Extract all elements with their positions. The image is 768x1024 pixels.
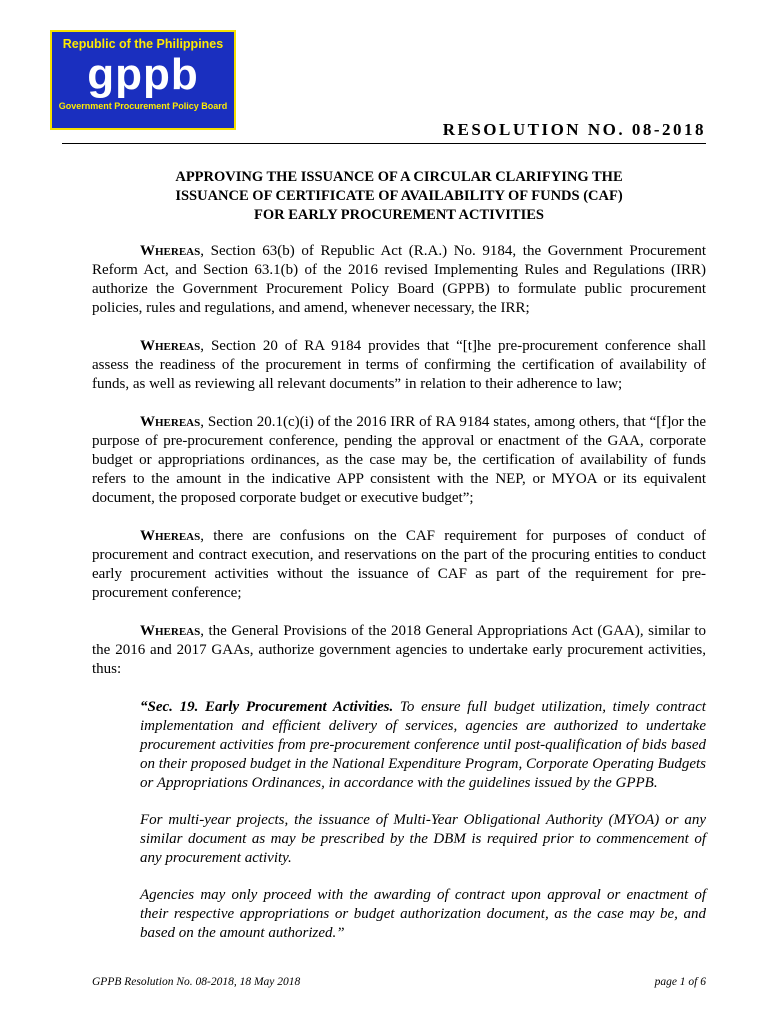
gaa-quote xyxy=(140,698,706,943)
quote-paragraph: Agencies may only proceed with the awarding of contract upon approval or enactment of their respective appropriations or budget authorization document, as the case may be, and based on the amount authorized.” xyxy=(140,887,706,941)
whereas-paragraph xyxy=(92,622,706,679)
paragraph-text: , Section 20 of RA 9184 provides that “[t]he pre-procurement conference shall assess the readiness of the procurement in terms of confirming the certification of availability of funds, as well as reviewing all relevant documents” in relation to their adherence to law; xyxy=(92,338,706,392)
gppb-logo xyxy=(50,30,236,130)
resolution-number: RESOLUTION NO. 08-2018 xyxy=(442,120,706,139)
quote-paragraph: For multi-year projects, the issuance of Multi-Year Obligational Authority (MYOA) or any similar document as may be prescribed by the DBM is required prior to commencement of any procurement activity. xyxy=(140,812,706,866)
page-number: page 1 of 6 xyxy=(654,976,706,988)
paragraph-text: , Section 20.1(c)(i) of the 2016 IRR of RA 9184 states, among others, that “[f]or the purpose of pre-procurement conference, pending the approval or enactment of the GAA, corporate budget or appropriations ordinances, as the case may be, the certification of availability of funds refers to the amount in the indicative APP consistent with the NEP, or MYOA or its equivalent document, the proposed corporate budget or executive budget”; xyxy=(92,414,706,506)
paragraph-text: , there are confusions on the CAF requirement for purposes of conduct of procurement and contract execution, and reservations on the part of the procuring entities to conduct early procurement activities without the issuance of CAF as part of the requirement for pre-procurement conference; xyxy=(92,528,706,601)
paragraph-text: , Section 63(b) of Republic Act (R.A.) No. 9184, the Government Procurement Reform Act, and Section 63.1(b) of the 2016 revised Implementing Rules and Regulations (IRR) authorize the Government Procurement Policy Board (GPPB) to formulate public procurement policies, rules and regulations, and amend, whenever necessary, the IRR; xyxy=(92,243,706,316)
document-body xyxy=(92,168,706,962)
whereas-label: Whereas xyxy=(140,528,201,544)
document-title xyxy=(92,168,706,225)
paragraph-text: , the General Provisions of the 2018 General Appropriations Act (GAA), similar to the 2016 and 2017 GAAs, authorize government agencies to undertake early procurement activities, thus: xyxy=(92,623,706,677)
logo-main-text: gppb xyxy=(87,50,199,99)
title-line-3: FOR EARLY PROCUREMENT ACTIVITIES xyxy=(254,207,544,223)
whereas-label: Whereas xyxy=(140,243,201,259)
quote-section-heading: “Sec. 19. Early Procurement Activities. xyxy=(140,699,394,715)
whereas-label: Whereas xyxy=(140,414,201,430)
whereas-label: Whereas xyxy=(140,623,201,639)
whereas-paragraph xyxy=(92,337,706,394)
header-rule xyxy=(62,143,706,144)
title-line-1: APPROVING THE ISSUANCE OF A CIRCULAR CLARIFYING THE xyxy=(175,169,623,185)
page-footer xyxy=(92,976,706,988)
quote-text: To ensure full budget utilization, timely contract implementation and efficient delivery of services, agencies are authorized to undertake procurement activities from pre-procurement conference until post-qualification of bids based on their proposed budget in the National Expenditure Program, Corporate Operating Budgets or Appropriations Ordinances, in accordance with the guidelines issued by the GPPB. xyxy=(140,699,706,791)
title-line-2: ISSUANCE OF CERTIFICATE OF AVAILABILITY OF FUNDS (CAF) xyxy=(175,188,623,204)
quote-paragraph xyxy=(140,698,706,793)
logo-top-text: Republic of the Philippines xyxy=(62,37,224,51)
whereas-label: Whereas xyxy=(140,338,201,354)
whereas-paragraph xyxy=(92,413,706,508)
whereas-paragraph xyxy=(92,242,706,318)
footer-reference: GPPB Resolution No. 08-2018, 18 May 2018 xyxy=(92,976,301,988)
whereas-paragraph xyxy=(92,527,706,603)
logo-bottom-text: Government Procurement Policy Board xyxy=(58,101,228,111)
